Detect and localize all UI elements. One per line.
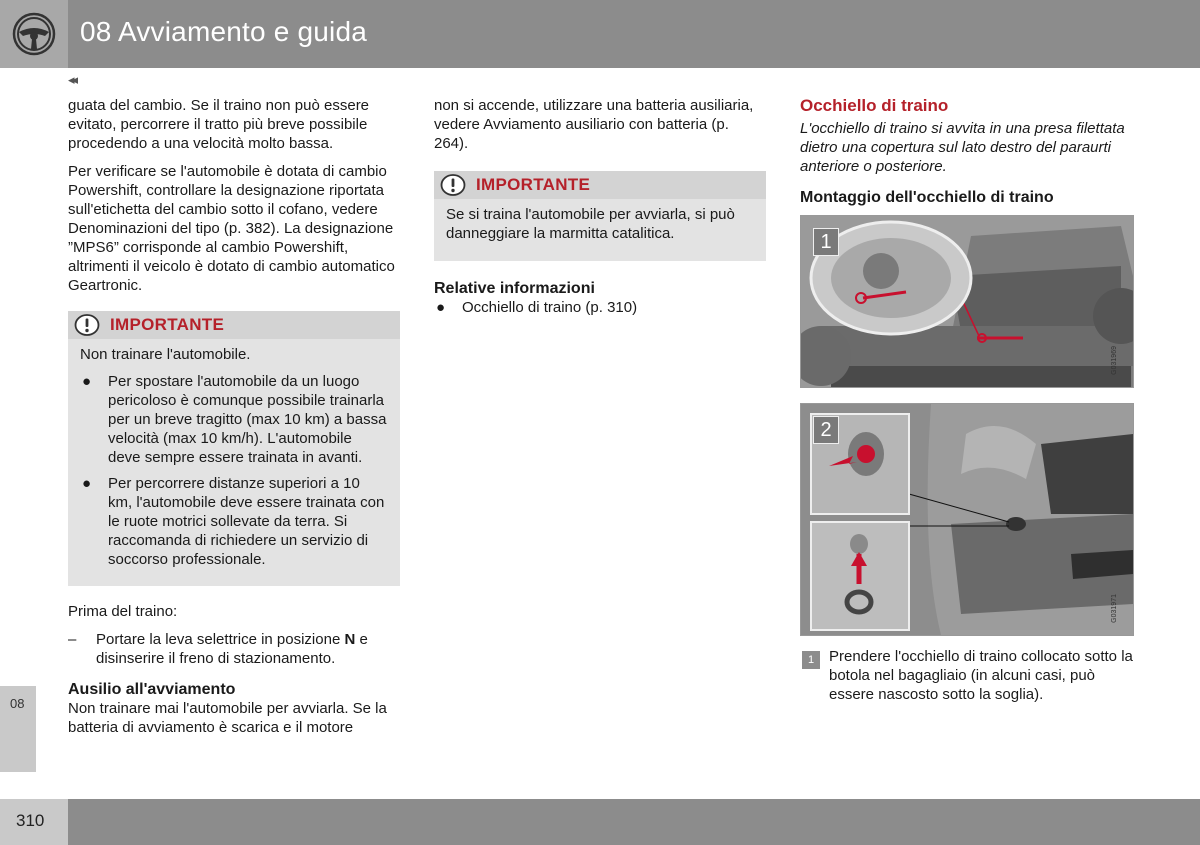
figure-number: 1 bbox=[813, 228, 839, 256]
paragraph: Per verificare se l'automobile è dotata di cambio Powershift, controllare la designazione riportata sull'etichetta del cambio sotto il cofano, vedere Denominazioni del tipo (p. 382). La designazione ”MPS6” corrisponde al cambio Powershift, altrimenti il veicolo è dotato di cambio automatico Geartronic. bbox=[68, 163, 395, 294]
warning-icon bbox=[440, 174, 466, 196]
important-box bbox=[68, 311, 400, 586]
warning-icon bbox=[74, 314, 100, 336]
chapter-title: 08 Avviamento e guida bbox=[80, 16, 368, 47]
paragraph: non si accende, utilizzare una batteria ausiliaria, vedere Avviamento ausiliario con batteria (p. 264). bbox=[434, 97, 754, 152]
bullet-icon: ● bbox=[82, 475, 92, 492]
column-2 bbox=[434, 96, 766, 324]
figure-number: 2 bbox=[813, 416, 839, 444]
paragraph: guata del cambio. Se il traino non può essere evitato, percorrere il tratto più breve possibile procedendo a una velocità molto bassa. bbox=[68, 97, 370, 152]
figure-front-tow-eye bbox=[800, 403, 1134, 636]
bullet-icon: ● bbox=[82, 373, 92, 390]
chapter-icon-box bbox=[0, 0, 68, 68]
front-bumper-illustration bbox=[801, 404, 1133, 635]
list-item: ● Per spostare l'automobile da un luogo pericoloso è comunque possibile trainarla per un breve tragitto (max 10 km) a bassa velocità (max 10 km/h). L'automobile deve sempre essere trainata in avanti. bbox=[82, 373, 387, 466]
page-number-box bbox=[0, 799, 68, 845]
list-item: – Portare la leva selettrice in posizione N e disinserire il freno di stazionamento. bbox=[68, 631, 368, 667]
steering-wheel-icon bbox=[12, 12, 56, 56]
page-header bbox=[0, 0, 1200, 68]
figure-code: G031969 bbox=[1111, 346, 1118, 375]
chapter-side-tab[interactable]: 08 bbox=[0, 686, 36, 772]
important-title: IMPORTANTE bbox=[110, 315, 225, 334]
related-link[interactable]: ● Occhiello di traino (p. 310) bbox=[436, 299, 638, 316]
column-3 bbox=[800, 96, 1140, 207]
important-box bbox=[434, 171, 766, 261]
column-1 bbox=[68, 96, 400, 746]
step-1-text: Prendere l'occhiello di traino collocato sotto la botola nel bagagliaio (in alcuni casi, può essere nascosto sotto la soglia). bbox=[829, 648, 1133, 703]
paragraph: Non trainare mai l'automobile per avviarla. Se la batteria di avviamento è scarica e il motore bbox=[68, 700, 387, 736]
figure-code: G031971 bbox=[1111, 594, 1118, 623]
intro-paragraph: L'occhiello di traino si avvita in una presa filettata dietro una copertura sul lato destro del paraurti anteriore o posteriore. bbox=[800, 120, 1125, 175]
previous-page-link[interactable]: ◂◂ bbox=[68, 72, 76, 87]
related-list bbox=[434, 298, 766, 317]
page-footer bbox=[0, 799, 1200, 845]
important-title: IMPORTANTE bbox=[476, 175, 591, 194]
step-number-badge: 1 bbox=[802, 651, 820, 669]
figure-trunk-tow-eye bbox=[800, 215, 1134, 388]
important-header bbox=[68, 311, 400, 339]
important-list bbox=[80, 372, 388, 569]
section-heading: Montaggio dell'occhiello di traino bbox=[800, 189, 1054, 206]
section-title: Occhiello di traino bbox=[800, 96, 949, 115]
important-text: Non trainare l'automobile. bbox=[80, 346, 251, 363]
important-header bbox=[434, 171, 766, 199]
page-number: 310 bbox=[16, 811, 45, 830]
paragraph: Prima del traino: bbox=[68, 603, 178, 620]
trunk-illustration bbox=[801, 216, 1133, 387]
bullet-icon: ● bbox=[436, 299, 446, 316]
list-item: ● Per percorrere distanze superiori a 10 km, l'automobile deve essere trainata con le ruote motrici sollevate da terra. Si raccomanda di richiedere un servizio di soccorso professionale. bbox=[82, 475, 385, 568]
section-heading: Relative informazioni bbox=[434, 280, 595, 297]
dash-bullet: – bbox=[68, 631, 77, 648]
important-text: Se si traina l'automobile per avviarla, si può danneggiare la marmitta catalitica. bbox=[446, 206, 735, 242]
section-heading: Ausilio all'avviamento bbox=[68, 681, 236, 698]
